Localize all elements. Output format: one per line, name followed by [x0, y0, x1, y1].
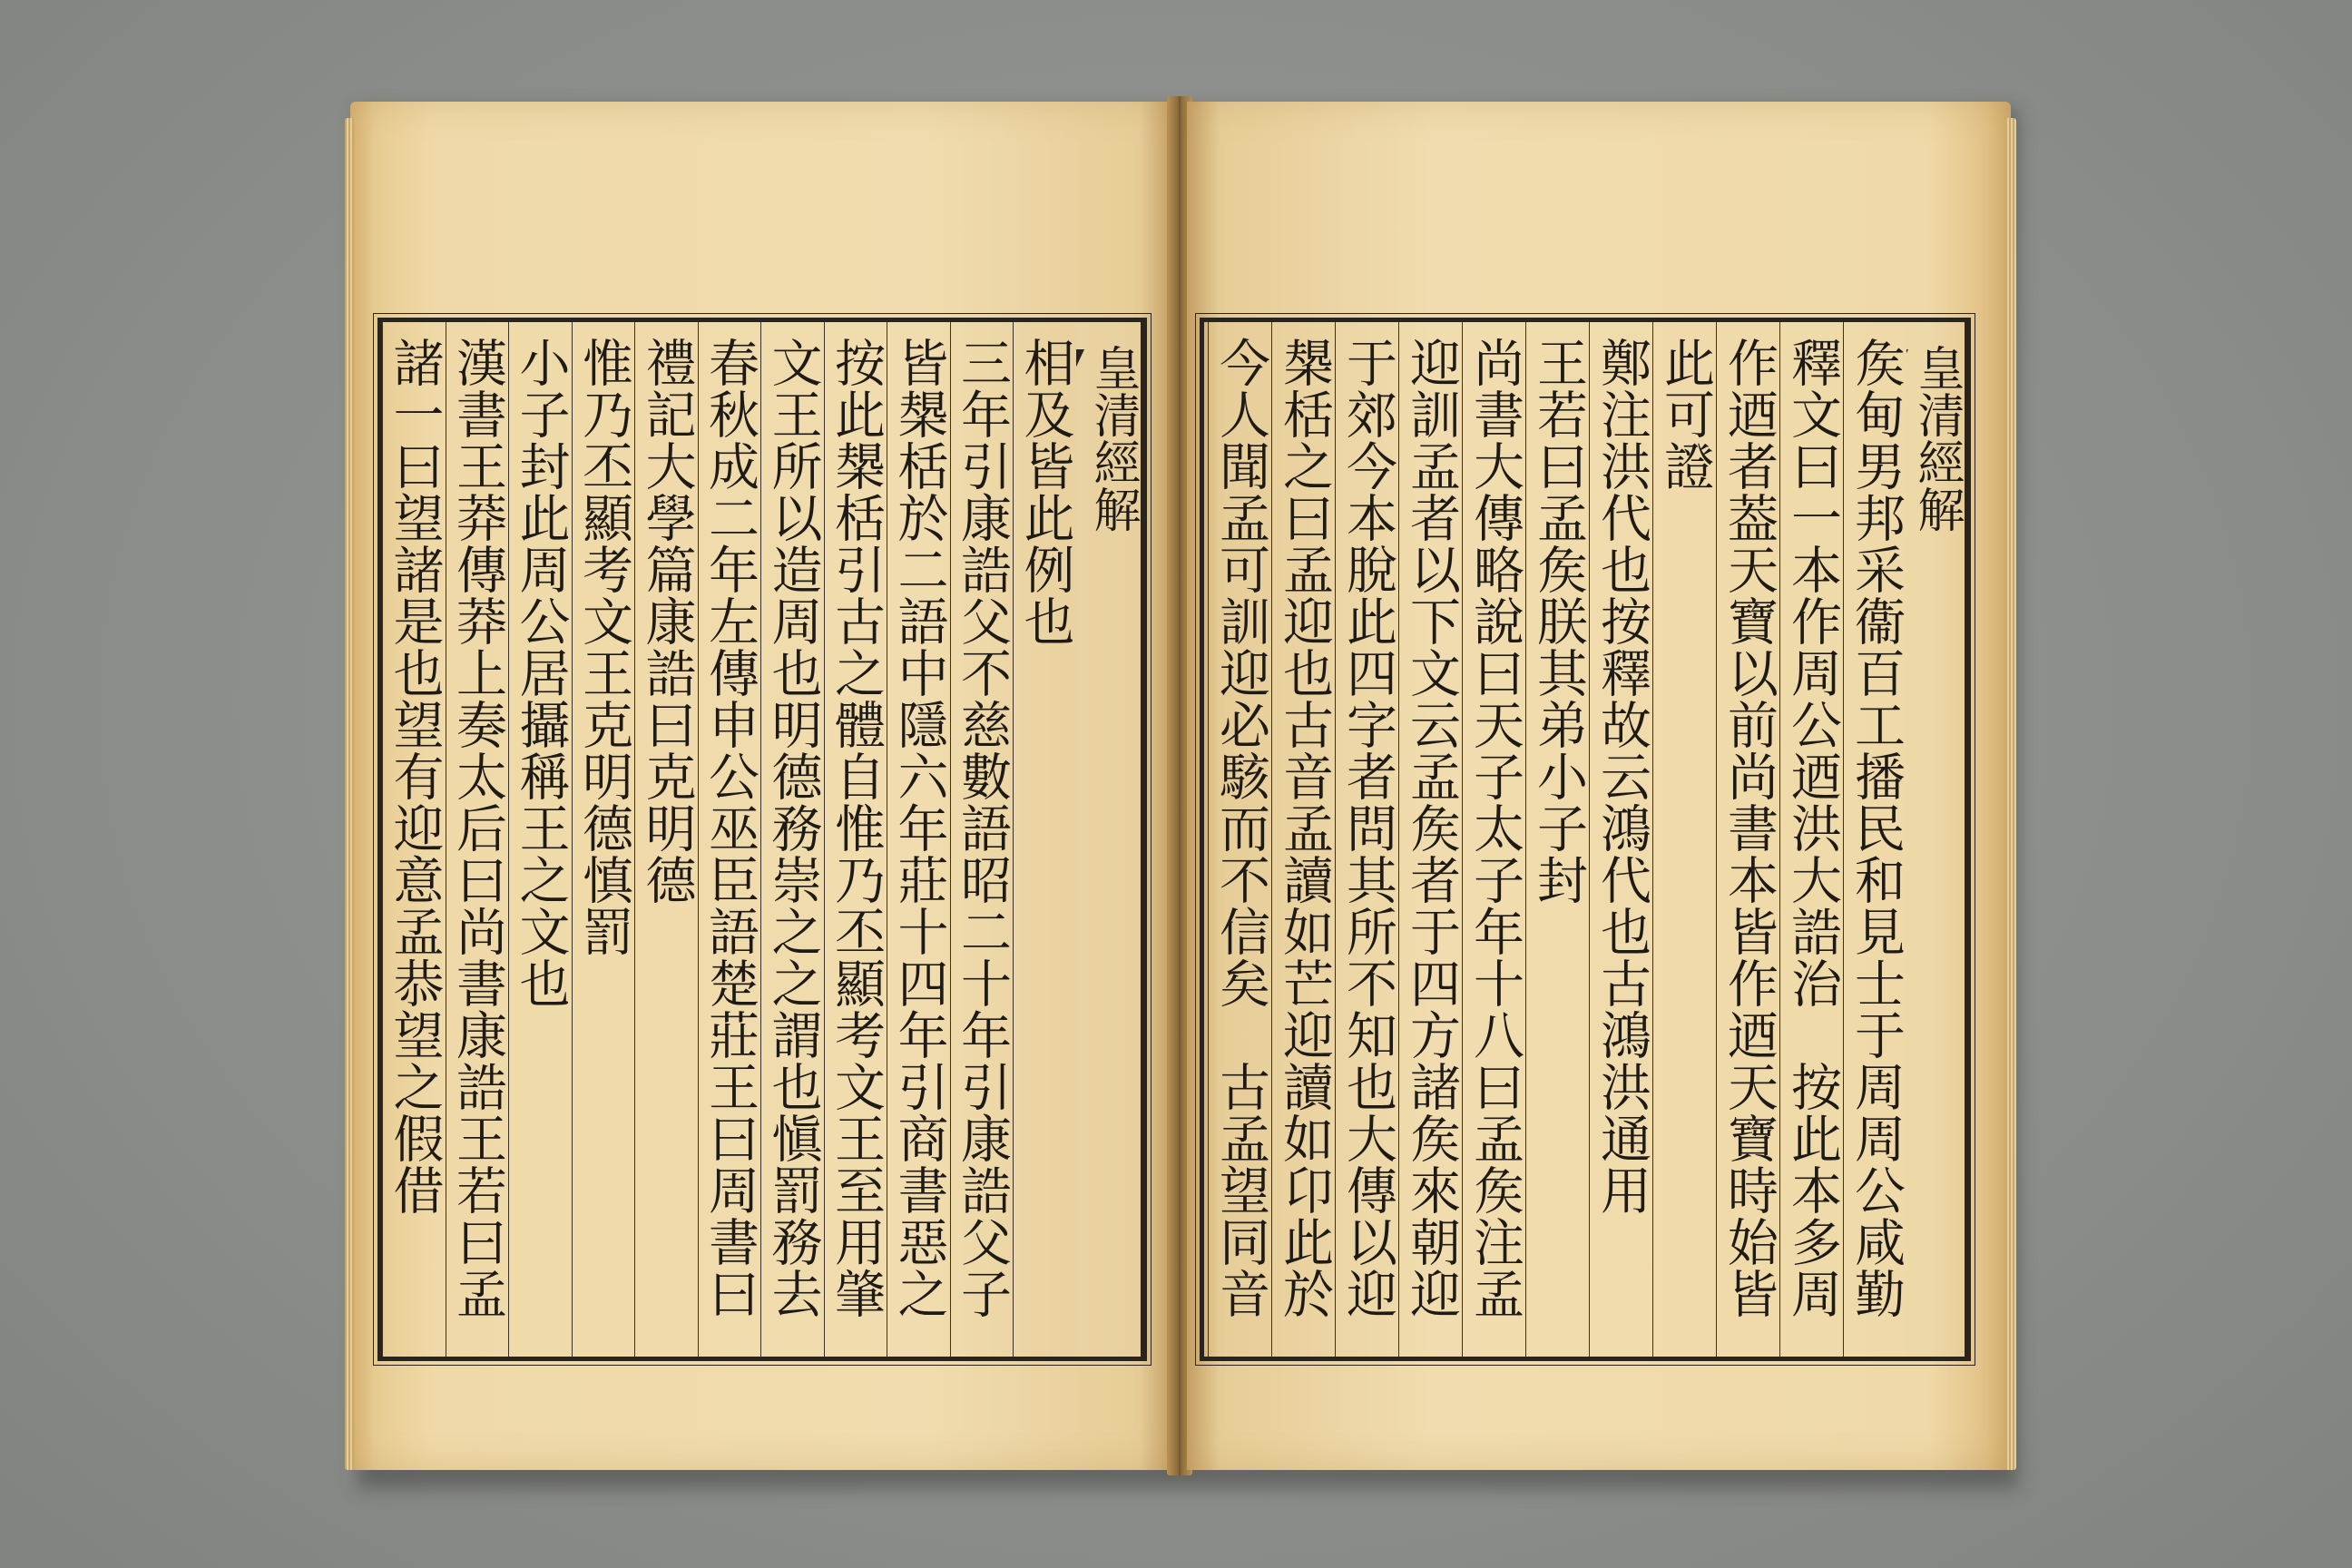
- text-column: 于郊今本脫此四字者問其所不知也大傳以迎: [1335, 322, 1398, 1357]
- text-column: 禮記大學篇康誥曰克明德: [634, 322, 698, 1357]
- right-page-edge: [2007, 118, 2016, 1470]
- text-column: 春秋成二年左傳申公巫臣語楚莊王曰周書曰: [698, 322, 761, 1357]
- text-column: 王若曰孟矦朕其弟小子封: [1525, 322, 1589, 1357]
- text-column: 漢書王莽傳莽上奏太后曰尚書康誥王若曰孟: [446, 322, 509, 1357]
- text-column: 矦甸男邦采衞百工播民和見士于周周公咸勤: [1843, 322, 1906, 1357]
- right-page-frame: [1200, 318, 1971, 1361]
- text-column: 按此槼栝引古之體自惟乃丕顯考文王至用肇: [824, 322, 887, 1357]
- text-column: 三年引康誥父不慈數語昭二十年引康誥父子: [950, 322, 1014, 1357]
- left-band-title: 皇清經解: [1085, 344, 1140, 533]
- open-book: [350, 96, 2011, 1475]
- left-page-frame: [377, 318, 1147, 1361]
- text-column: 小子封此周公居攝稱王之文也: [508, 322, 572, 1357]
- fish-tail-mark: [1076, 349, 1084, 377]
- text-column: 迎訓孟者以下文云孟矦者于四方諸矦來朝迎: [1398, 322, 1462, 1357]
- text-column: 尚書大傳略說曰天子太子年十八曰孟矦注孟: [1462, 322, 1525, 1357]
- right-center-band: [1906, 322, 1966, 1357]
- text-column: 槼栝之曰孟迎也古音孟讀如芒迎讀如卬此於: [1271, 322, 1335, 1357]
- right-page-columns: [1204, 322, 1966, 1357]
- left-page-edge: [345, 118, 354, 1470]
- fish-tail-mark: [1906, 349, 1908, 377]
- text-column: 諸一曰望諸是也望有迎意孟恭望之假借: [382, 322, 446, 1357]
- text-column: 文王所以造周也明德務崇之之謂也愼罰務去: [760, 322, 824, 1357]
- right-page: [1187, 102, 2011, 1470]
- text-column: 今人聞孟可訓迎必駭而不信矣 古孟望同音: [1208, 322, 1271, 1357]
- text-column: 皆槼栝於二語中隱六年莊十四年引商書惡之: [887, 322, 950, 1357]
- text-column: 惟乃丕顯考文王克明德慎罰: [572, 322, 635, 1357]
- text-column: 此可證: [1652, 322, 1716, 1357]
- text-column: 鄭注洪代也按釋故云鴻代也古鴻洪通用: [1589, 322, 1652, 1357]
- text-column: 釋文曰一本作周公迺洪大誥治 按此本多周: [1779, 322, 1843, 1357]
- text-column: 作迺者葢天寶以前尚書本皆作迺天寶時始皆: [1716, 322, 1779, 1357]
- left-center-band: [1076, 322, 1142, 1357]
- right-band-title: 皇清經解: [1909, 344, 1964, 533]
- left-page: [350, 102, 1172, 1470]
- text-column: 相及皆此例也: [1013, 322, 1076, 1357]
- left-page-columns: [382, 322, 1142, 1357]
